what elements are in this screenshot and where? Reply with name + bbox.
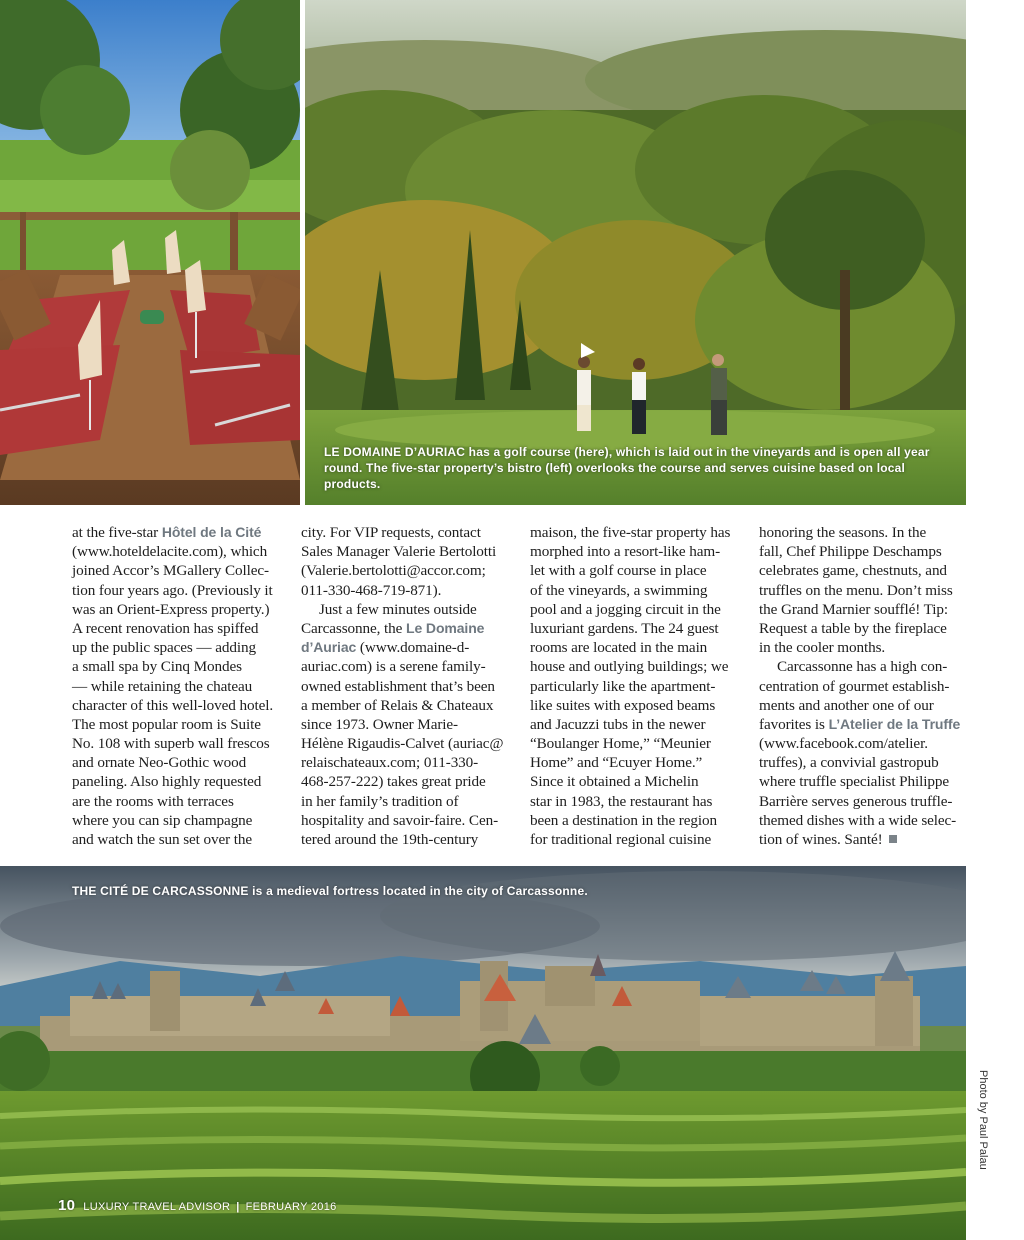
- article-line: [759, 657, 949, 676]
- article-text: owned establishment that’s been: [301, 677, 495, 695]
- article-text: and ornate Neo-Gothic wood: [72, 754, 247, 772]
- venue-name-highlight: Hôtel de la Cité: [161, 524, 262, 540]
- article-line: [530, 542, 720, 561]
- article-line: [72, 772, 262, 791]
- article-line: [301, 619, 491, 638]
- article-column-4: [759, 523, 961, 849]
- article-text: and watch the sun set over the: [72, 831, 253, 848]
- article-line: [301, 811, 499, 830]
- golf-course-photo: [305, 0, 966, 505]
- article-line: [530, 657, 729, 676]
- article-text: at the five-star: [72, 524, 162, 541]
- article-column-2: [301, 523, 504, 849]
- article-text: Carcassonne, the: [301, 619, 406, 637]
- article-column-1: [72, 523, 274, 849]
- page-number: 10: [58, 1197, 76, 1214]
- article-text: (www.hoteldelacite.com), which: [72, 543, 268, 561]
- article-text: let with a golf course in place: [530, 562, 707, 580]
- article-text: No. 108 with superb wall frescos: [72, 735, 270, 753]
- article-line: [301, 715, 491, 734]
- venue-name-highlight: d’Auriac: [301, 639, 357, 656]
- article-text: hospitality and savoir-faire. Cen-: [301, 811, 499, 829]
- article-text: in the cooler months.: [759, 639, 886, 657]
- article-line: [72, 753, 262, 772]
- article-line: [72, 619, 262, 638]
- article-text: star in 1983, the restaurant has: [530, 792, 713, 810]
- article-text: 468-257-222) takes great pride: [301, 773, 486, 791]
- article-line: [759, 581, 953, 600]
- article-text: Sales Manager Valerie Bertolotti: [301, 543, 497, 561]
- page-folio: [58, 1197, 337, 1214]
- article-text: Carcassonne has a high con-: [777, 658, 948, 676]
- article-text: rooms are located in the main: [530, 639, 708, 657]
- article-text: 011-330-468-719-871).: [301, 581, 442, 599]
- article-line: [530, 715, 720, 734]
- article-line: [759, 638, 949, 657]
- article-text: relaischateaux.com; 011-330-: [301, 754, 479, 772]
- article-line: [759, 772, 949, 791]
- article-text: tion of wines. Santé!: [759, 831, 883, 848]
- article-line: [759, 753, 949, 772]
- venue-name-highlight: L’Atelier de la Truffe: [828, 715, 961, 732]
- article-line: [72, 638, 262, 657]
- article-text: luxuriant gardens. The 24 guest: [530, 619, 719, 637]
- article-text: paneling. Also highly requested: [72, 773, 262, 791]
- article-text: character of this well-loved hotel.: [72, 696, 274, 714]
- article-text: (Valerie.bertolotti@accor.com;: [301, 562, 486, 580]
- article-text: (www.facebook.com/atelier.: [759, 735, 928, 753]
- article-line: [759, 715, 961, 734]
- article-text: the Grand Marnier soufflé! Tip:: [759, 600, 948, 618]
- golf-photo-caption: LE DOMAINE D’AURIAC has a golf course (here), which is laid out in the vineyards and is open all year round. The five-star property’s bistro (left) overlooks the course and serves cuisine based on local products.: [324, 445, 930, 491]
- article-text: house and outlying buildings; we: [530, 658, 729, 676]
- article-text: Since it obtained a Michelin: [530, 773, 699, 791]
- photo-credit: Photo by Paul Palau: [977, 1070, 989, 1170]
- article-text: The most popular room is Suite: [72, 715, 261, 733]
- article-line: [530, 600, 720, 619]
- article-line: [301, 638, 491, 657]
- article-text: truffles on the menu. Don’t miss: [759, 581, 953, 599]
- article-column-3: [530, 523, 731, 849]
- article-line: [301, 657, 491, 676]
- bistro-photo: [0, 0, 300, 505]
- article-line: [72, 600, 270, 619]
- publication-name: LUXURY TRAVEL ADVISOR: [83, 1201, 231, 1213]
- article-text: city. For VIP requests, contact: [301, 524, 481, 541]
- article-text: Barrière serves generous truffle-: [759, 792, 953, 810]
- article-line: [530, 753, 720, 772]
- article-line: [72, 792, 262, 811]
- article-line: [301, 734, 504, 753]
- article-line: [759, 542, 949, 561]
- article-text: favorites is: [759, 715, 829, 733]
- article-text: where you can sip champagne: [72, 811, 253, 829]
- article-line: [72, 561, 269, 580]
- article-line: [759, 792, 953, 811]
- article-line: [301, 696, 494, 715]
- article-line: [72, 830, 262, 849]
- article-text: Just a few minutes outside: [319, 600, 477, 618]
- article-text: tered around the 19th-century: [301, 831, 479, 848]
- article-text: Hélène Rigaudis-Calvet (auriac@: [301, 735, 504, 753]
- article-text: since 1973. Owner Marie-: [301, 715, 459, 733]
- article-line: [72, 657, 262, 676]
- article-line: [759, 696, 949, 715]
- article-line: [759, 811, 957, 830]
- article-line: [301, 523, 491, 542]
- article-text: where truffle specialist Philippe: [759, 773, 950, 791]
- article-text: for traditional regional cuisine: [530, 831, 712, 848]
- article-line: [301, 581, 491, 600]
- article-text: themed dishes with a wide selec-: [759, 811, 957, 829]
- cite-de-carcassonne-photo: [0, 866, 966, 1240]
- article-text: auriac.com) is a serene family-: [301, 658, 486, 676]
- article-line: [301, 542, 497, 561]
- venue-name-highlight: Le Domaine: [406, 619, 485, 636]
- article-line: [530, 581, 720, 600]
- article-line: [759, 600, 949, 619]
- article-line: [530, 811, 720, 830]
- article-line: [301, 830, 491, 849]
- article-line: [530, 523, 731, 542]
- article-text: a member of Relais & Chateaux: [301, 696, 494, 714]
- article-text: and Jacuzzi tubs in the newer: [530, 715, 706, 733]
- article-text: up the public spaces — adding: [72, 639, 256, 657]
- article-text: celebrates game, chestnuts, and: [759, 562, 947, 580]
- article-text: pool and a jogging circuit in the: [530, 600, 721, 618]
- article-text: a small spa by Cinq Mondes: [72, 658, 242, 676]
- article-text: (www.domaine-d-: [356, 639, 470, 657]
- article-line: [759, 677, 949, 696]
- article-line: [72, 734, 270, 753]
- article-line: [72, 677, 262, 696]
- article-text: maison, the five-star property has: [530, 524, 731, 541]
- end-of-article-mark: [889, 835, 897, 843]
- article-line: [301, 600, 491, 619]
- article-text: “Boulanger Home,” “Meunier: [530, 735, 711, 753]
- article-text: been a destination in the region: [530, 811, 718, 829]
- article-line: [301, 561, 491, 580]
- article-line: [530, 619, 720, 638]
- article-text: particularly like the apartment-: [530, 677, 716, 695]
- article-line: [301, 772, 491, 791]
- article-text: of the vineyards, a swimming: [530, 581, 708, 599]
- article-line: [301, 792, 491, 811]
- article-text: joined Accor’s MGallery Collec-: [72, 562, 269, 580]
- article-line: [759, 561, 949, 580]
- folio-separator: |: [236, 1201, 240, 1213]
- article-text: in her family’s tradition of: [301, 792, 459, 810]
- article-line: [72, 581, 273, 600]
- article-text: morphed into a resort-like ham-: [530, 543, 721, 561]
- article-line: [530, 772, 720, 791]
- article-line: [759, 619, 949, 638]
- article-text: honoring the seasons. In the: [759, 524, 927, 541]
- article-line: [530, 696, 720, 715]
- article-line: [530, 638, 720, 657]
- article-text: ments and another one of our: [759, 696, 934, 714]
- article-line: [530, 734, 720, 753]
- cite-photo-caption: THE CITÉ DE CARCASSONNE is a medieval fortress located in the city of Carcassonne.: [72, 884, 588, 898]
- article-line: [530, 677, 720, 696]
- article-text: Request a table by the fireplace: [759, 619, 947, 637]
- article-text: fall, Chef Philippe Deschamps: [759, 543, 942, 561]
- article-text: like suites with exposed beams: [530, 696, 716, 714]
- article-text: are the rooms with terraces: [72, 792, 234, 810]
- article-line: [72, 715, 262, 734]
- article-text: — while retaining the chateau: [72, 677, 253, 695]
- article-line: [301, 677, 495, 696]
- article-text: tion four years ago. (Previously it: [72, 581, 273, 599]
- article-line: [759, 523, 949, 542]
- article-line: [301, 753, 491, 772]
- article-text: was an Orient-Express property.): [72, 600, 270, 618]
- article-line: [72, 523, 262, 542]
- article-line: [530, 830, 720, 849]
- article-text: centration of gourmet establish-: [759, 677, 950, 695]
- article-line: [72, 542, 268, 561]
- article-line: [530, 561, 720, 580]
- article-line: [530, 792, 720, 811]
- article-line: [72, 696, 274, 715]
- issue-date: FEBRUARY 2016: [245, 1201, 337, 1213]
- article-text: truffes), a convivial gastropub: [759, 754, 939, 772]
- article-text: A recent renovation has spiffed: [72, 619, 259, 637]
- article-line: [72, 811, 262, 830]
- article-line: [759, 830, 949, 849]
- article-line: [759, 734, 949, 753]
- article-text: Home” and “Ecuyer Home.”: [530, 754, 703, 772]
